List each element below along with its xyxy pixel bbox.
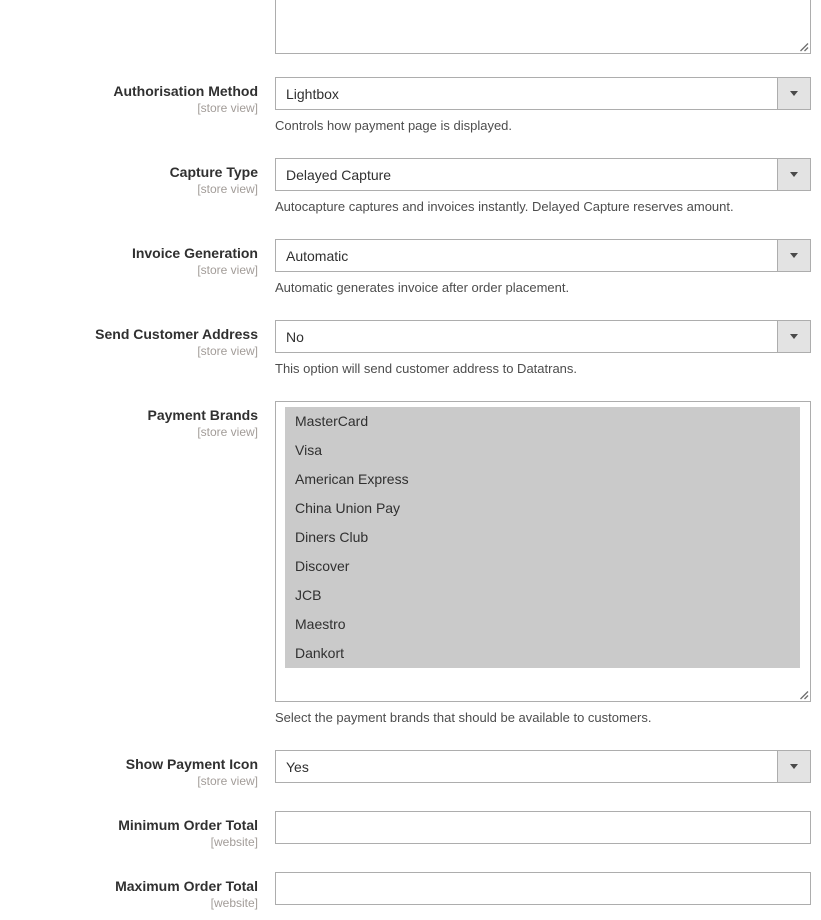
select-value: Yes xyxy=(286,758,309,775)
option-diners-club[interactable]: Diners Club xyxy=(285,523,800,552)
field-scope-badge: [website] xyxy=(210,896,258,910)
field-comment: Select the payment brands that should be available to customers. xyxy=(275,710,652,725)
field-label: Authorisation Method xyxy=(113,83,258,99)
minimum-order-total-input[interactable] xyxy=(275,811,811,844)
select-open-button[interactable] xyxy=(777,321,810,352)
field-row-invoice-generation xyxy=(0,239,821,295)
option-american-express[interactable]: American Express xyxy=(285,465,800,494)
select-value: Delayed Capture xyxy=(286,166,392,183)
field-row-top-textarea xyxy=(0,0,821,54)
select-value: Automatic xyxy=(286,247,349,264)
field-row-show-payment-icon xyxy=(0,750,821,788)
top-textarea[interactable] xyxy=(275,0,811,54)
capture-type-select[interactable] xyxy=(275,158,811,191)
send-customer-address-select[interactable] xyxy=(275,320,811,353)
field-scope-badge: [store view] xyxy=(197,774,258,788)
field-scope-badge: [store view] xyxy=(197,344,258,358)
option-dankort[interactable]: Dankort xyxy=(285,639,800,668)
select-open-button[interactable] xyxy=(777,751,810,782)
chevron-down-icon xyxy=(790,253,798,258)
field-label: Show Payment Icon xyxy=(125,756,258,772)
authorisation-method-select[interactable] xyxy=(275,77,811,110)
option-mastercard[interactable]: MasterCard xyxy=(285,407,800,436)
show-payment-icon-select[interactable] xyxy=(275,750,811,783)
field-scope-badge: [store view] xyxy=(197,182,258,196)
field-scope-badge: [store view] xyxy=(197,263,258,277)
chevron-down-icon xyxy=(790,334,798,339)
payment-brands-multiselect[interactable] xyxy=(275,401,811,702)
multiselect-options xyxy=(285,407,800,668)
option-maestro[interactable]: Maestro xyxy=(285,610,800,639)
field-row-authorisation-method xyxy=(0,77,821,133)
select-open-button[interactable] xyxy=(777,159,810,190)
chevron-down-icon xyxy=(790,764,798,769)
field-scope-badge: [website] xyxy=(210,835,258,849)
select-value: No xyxy=(286,328,304,345)
field-row-minimum-order-total xyxy=(0,811,821,849)
field-label: Capture Type xyxy=(169,164,258,180)
field-label: Maximum Order Total xyxy=(115,878,258,894)
field-comment: Autocapture captures and invoices instantly. Delayed Capture reserves amount. xyxy=(275,199,734,214)
option-discover[interactable]: Discover xyxy=(285,552,800,581)
field-scope-badge: [store view] xyxy=(197,425,258,439)
field-scope-badge: [store view] xyxy=(197,101,258,115)
field-label: Minimum Order Total xyxy=(118,817,258,833)
chevron-down-icon xyxy=(790,91,798,96)
field-comment: This option will send customer address to Datatrans. xyxy=(275,361,578,376)
select-open-button[interactable] xyxy=(777,78,810,109)
option-visa[interactable]: Visa xyxy=(285,436,800,465)
field-row-capture-type xyxy=(0,158,821,214)
field-row-send-customer-address xyxy=(0,320,821,376)
invoice-generation-select[interactable] xyxy=(275,239,811,272)
option-jcb[interactable]: JCB xyxy=(285,581,800,610)
field-comment: Automatic generates invoice after order placement. xyxy=(275,280,570,295)
select-value: Lightbox xyxy=(286,85,339,102)
field-row-maximum-order-total xyxy=(0,872,821,910)
field-comment: Controls how payment page is displayed. xyxy=(275,118,513,133)
resize-grip-icon[interactable] xyxy=(798,689,809,700)
field-label: Send Customer Address xyxy=(95,326,258,342)
field-label: Invoice Generation xyxy=(131,245,258,261)
option-china-union-pay[interactable]: China Union Pay xyxy=(285,494,800,523)
field-label: Payment Brands xyxy=(147,407,258,423)
chevron-down-icon xyxy=(790,172,798,177)
top-textarea-label-spacer xyxy=(0,0,258,54)
maximum-order-total-input[interactable] xyxy=(275,872,811,905)
resize-grip-icon[interactable] xyxy=(798,41,809,52)
field-row-payment-brands xyxy=(0,401,821,725)
select-open-button[interactable] xyxy=(777,240,810,271)
